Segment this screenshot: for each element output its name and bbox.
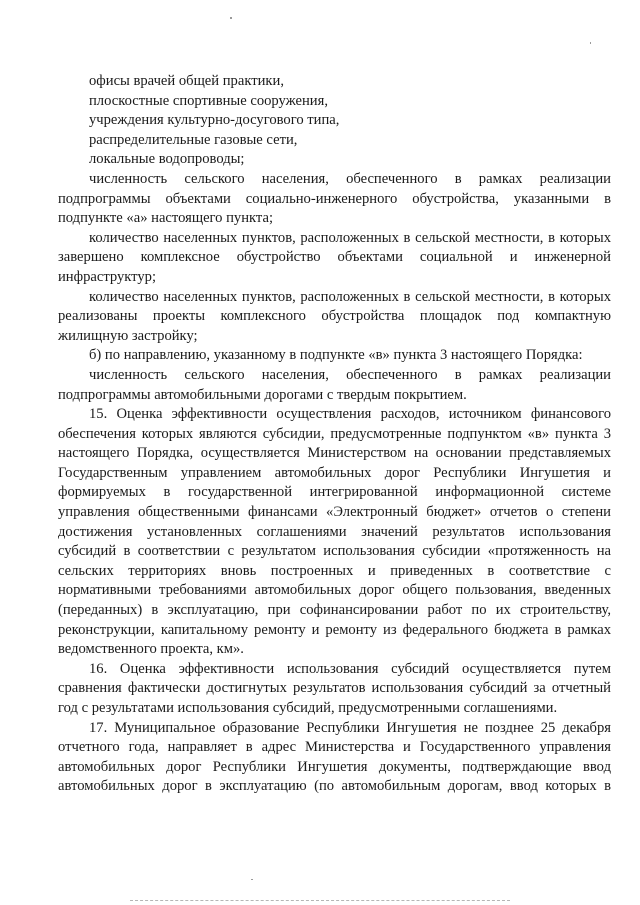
scan-speck (251, 879, 253, 880)
list-item-cultural-institutions: учреждения культурно-досугового типа, (89, 112, 340, 129)
paragraph-settlements-housing-sites: количество населенных пунктов, расположенных в сельской местности, в которых реализованы проекты комплексного обустройства площадок под компактную жилищную застройку; (58, 288, 611, 344)
paragraph-rural-population-infrastructure: численность сельского населения, обеспеченного в рамках реализации подпрограммы объектами социально-инженерного обустройства, указанными в подпункте «а» настоящего пункта; (58, 170, 611, 227)
paragraph-section-17: 17. Муниципальное образование Республики Ингушетия не позднее 25 декабря отчетного года, направляет в адрес Министерства и Государственного управления автомобильных дорог Республики Ингушетия документы, подтверждающие ввод автомобильных дорог в эксплуатацию (по автомобильным дорогам, ввод которых в (58, 719, 611, 795)
scan-speck (230, 17, 232, 19)
paragraph-direction-b: б) по направлению, указанному в подпункте «в» пункта 3 настоящего Порядка: (89, 347, 583, 364)
list-item-doctor-offices: офисы врачей общей практики, (89, 73, 284, 89)
list-item-sports-facilities: плоскостные спортивные сооружения, (89, 92, 328, 109)
scan-speck (590, 42, 591, 44)
paragraph-rural-population-roads: численность сельского населения, обеспеченного в рамках реализации подпрограммы автомобильными дорогами с твердым покрытием. (58, 366, 611, 403)
list-item-gas-networks: распределительные газовые сети, (89, 131, 298, 148)
scan-footer-line (130, 900, 510, 902)
document-body (58, 72, 611, 797)
paragraph-section-16: 16. Оценка эффективности использования субсидий осуществляется путем сравнения фактически достигнутых результатов использования субсидий за отчетный год с результатами использования субсидий, предусмотренными соглашениями. (58, 660, 611, 716)
list-item-water-supply: локальные водопроводы; (89, 151, 245, 168)
paragraph-section-15: 15. Оценка эффективности осуществления расходов, источником финансового обеспечения которых являются субсидии, предусмотренные подпунктом «в» пункта 3 настоящего Порядка, осуществляется Министерством на основании представляемых Государственным управлением автомобильных дорог Республики Ингушетия и формируемых в государственной интегрированной информационной системе управления общественными финансами «Электронный бюджет» отчетов о степени достижения установленных соглашениями значений результатов использования субсидий в соответствии с результатом использования субсидии «протяженность на сельских территориях вновь построенных и приведенных в соответствие с нормативными требованиями автомобильных дорог общего пользования, введенных (переданных) в эксплуатацию, при софинансировании работ по их строительству, реконструкции, капитальному ремонту и ремонту из федерального бюджета в рамках ведомственного проекта, км». (58, 406, 611, 658)
paragraph-settlements-complex-development: количество населенных пунктов, расположенных в сельской местности, в которых завершено комплексное обустройство объектами социальной и инженерной инфраструктур; (58, 229, 611, 285)
